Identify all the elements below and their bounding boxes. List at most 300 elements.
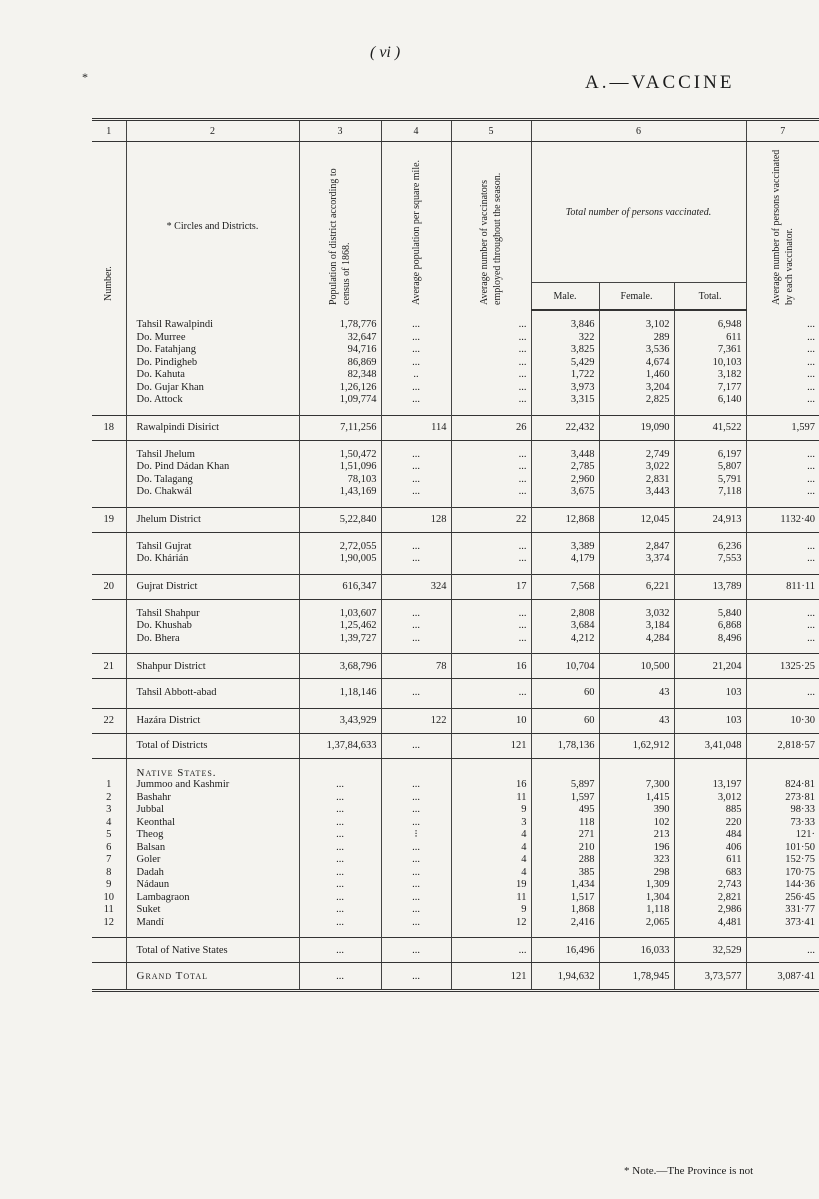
- cell-male: 2,785: [531, 461, 599, 474]
- header-circles: * Circles and Districts.: [126, 142, 299, 311]
- cell-num: [92, 733, 126, 758]
- cell-num: 5: [92, 829, 126, 842]
- cell-avg: 73·33: [790, 816, 816, 828]
- cell-female: 2,825: [599, 394, 674, 407]
- cell-total: 13,789: [674, 574, 746, 599]
- cell-male: 4,179: [531, 553, 599, 566]
- cell-dens: ...: [381, 486, 451, 499]
- cell-total: 406: [674, 842, 746, 855]
- cell-pop: ...: [299, 879, 381, 892]
- cell-total: 3,73,577: [674, 963, 746, 991]
- cell-avg: 121·: [795, 829, 816, 840]
- cell-name: Bashahr: [126, 792, 299, 805]
- table-row: [92, 817, 819, 830]
- cell-male: 10,704: [531, 654, 599, 679]
- cell-vac: 4: [451, 854, 531, 867]
- cell-male: 1,94,632: [531, 963, 599, 991]
- cell-num: 7: [92, 854, 126, 867]
- header-avg-vaccinators: Average number of vaccinators employed throughout the season.: [479, 172, 503, 305]
- cell-dens: ...: [381, 357, 451, 370]
- cell-name: Grand Total: [126, 963, 299, 991]
- cell-dens: ...: [381, 733, 451, 758]
- cell-vac: ...: [451, 687, 531, 700]
- cell-vac: 12: [451, 917, 531, 930]
- cell-avg: ...: [807, 331, 816, 343]
- cell-num: [92, 369, 126, 382]
- cell-name: Keonthal: [126, 817, 299, 830]
- cell-total: 611: [674, 332, 746, 345]
- cell-male: 4,212: [531, 633, 599, 646]
- cell-num: [92, 474, 126, 487]
- cell-male: 385: [531, 867, 599, 880]
- cell-vac: 16: [451, 779, 531, 792]
- cell-dens: ...: [381, 687, 451, 700]
- cell-dens: ⁝: [381, 829, 451, 842]
- table-row: [92, 319, 819, 332]
- table-row: [92, 633, 819, 646]
- spacer-row: [92, 599, 819, 608]
- cell-avg: ...: [807, 620, 816, 631]
- cell-avg: ...: [807, 632, 816, 644]
- cell-pop: 1,26,126: [299, 382, 381, 395]
- cell-total: 6,197: [674, 449, 746, 462]
- cell-vac: 16: [451, 654, 531, 679]
- cell-num: [92, 344, 126, 357]
- cell-female: 289: [599, 332, 674, 345]
- cell-num: [92, 608, 126, 621]
- cell-vac: 4: [451, 842, 531, 855]
- cell-dens: ...: [381, 804, 451, 817]
- cell-dens: ...: [381, 854, 451, 867]
- table-row: [92, 854, 819, 867]
- cell-female: 298: [599, 867, 674, 880]
- cell-avg: 256·45: [785, 891, 816, 903]
- cell-male: 1,722: [531, 369, 599, 382]
- cell-name: Tahsil Rawalpindi: [126, 319, 299, 332]
- cell-name: Do. Kahuta: [126, 369, 299, 382]
- cell-female: 12,045: [599, 507, 674, 532]
- table-row: [92, 842, 819, 855]
- cell-vac: 121: [451, 733, 531, 758]
- cell-pop: ...: [299, 804, 381, 817]
- cell-female: 3,374: [599, 553, 674, 566]
- cell-num: [92, 938, 126, 963]
- cell-avg: ...: [807, 381, 816, 393]
- cell-name: Tahsil Abbott-abad: [126, 687, 299, 700]
- cell-dens: ...: [381, 344, 451, 357]
- table-row: [92, 904, 819, 917]
- cell-avg: 273·81: [785, 791, 816, 803]
- cell-pop: 616,347: [299, 574, 381, 599]
- cell-avg: 2,818·57: [746, 733, 819, 758]
- cell-dens: ...: [381, 904, 451, 917]
- cell-female: 4,674: [599, 357, 674, 370]
- cell-vac: ...: [451, 620, 531, 633]
- cell-pop: 1,51,096: [299, 461, 381, 474]
- spacer-row: [92, 407, 819, 416]
- table-row: [92, 486, 819, 499]
- cell-avg: 811·11: [746, 574, 819, 599]
- cell-name: Mandí: [126, 917, 299, 930]
- header-row: [92, 142, 819, 283]
- cell-num: 8: [92, 867, 126, 880]
- cell-male: 3,973: [531, 382, 599, 395]
- cell-dens: 78: [381, 654, 451, 679]
- cell-total: 7,118: [674, 486, 746, 499]
- cell-pop: ...: [299, 817, 381, 830]
- native-states-title: Native States.: [126, 767, 299, 780]
- cell-avg: 144·36: [785, 879, 816, 890]
- table-row: [92, 394, 819, 407]
- vaccine-table: [92, 118, 819, 992]
- cell-vac: 22: [451, 507, 531, 532]
- cell-name: Do. Khushab: [126, 620, 299, 633]
- cell-num: 10: [92, 892, 126, 905]
- cell-total: 103: [674, 708, 746, 733]
- table-row: [92, 461, 819, 474]
- cell-total: 103: [674, 687, 746, 700]
- cell-male: 495: [531, 804, 599, 817]
- cell-female: 6,221: [599, 574, 674, 599]
- col-number-4: 4: [381, 120, 451, 142]
- col-number-2: 2: [126, 120, 299, 142]
- cell-dens: ...: [381, 779, 451, 792]
- header-total: Total.: [674, 283, 746, 311]
- cell-female: 3,032: [599, 608, 674, 621]
- cell-male: 5,897: [531, 779, 599, 792]
- cell-total: 13,197: [674, 779, 746, 792]
- cell-pop: 1,03,607: [299, 608, 381, 621]
- cell-avg: ...: [807, 344, 816, 355]
- cell-num: 2: [92, 792, 126, 805]
- cell-total: 683: [674, 867, 746, 880]
- cell-male: 1,597: [531, 792, 599, 805]
- header-total-vaccinated: Total number of persons vaccinated.: [531, 142, 746, 283]
- spacer-row: [92, 310, 819, 319]
- cell-total: 2,821: [674, 892, 746, 905]
- cell-male: 16,496: [531, 938, 599, 963]
- cell-female: 19,090: [599, 415, 674, 440]
- cell-pop: ...: [299, 892, 381, 905]
- table-row: [92, 382, 819, 395]
- cell-avg: ...: [807, 461, 816, 472]
- cell-vac: ...: [451, 541, 531, 554]
- cell-total: 2,743: [674, 879, 746, 892]
- cell-pop: 3,43,929: [299, 708, 381, 733]
- cell-total: 6,140: [674, 394, 746, 407]
- header-female: Female.: [599, 283, 674, 311]
- cell-dens: ...: [381, 633, 451, 646]
- cell-female: 2,847: [599, 541, 674, 554]
- cell-num: 1: [92, 779, 126, 792]
- cell-name: Lambagraon: [126, 892, 299, 905]
- cell-total: 8,496: [674, 633, 746, 646]
- cell-pop: ...: [299, 963, 381, 991]
- table-row: [92, 917, 819, 930]
- cell-name: Tahsil Shahpur: [126, 608, 299, 621]
- table-row: [92, 867, 819, 880]
- cell-male: 3,448: [531, 449, 599, 462]
- header-male: Male.: [531, 283, 599, 311]
- cell-avg: 373·41: [785, 916, 816, 928]
- cell-name: Do. Bhera: [126, 633, 299, 646]
- page-heading: A.—VACCINE: [585, 72, 735, 93]
- cell-dens: ...: [381, 332, 451, 345]
- cell-dens: ...: [381, 892, 451, 905]
- cell-name: Do. Khárián: [126, 553, 299, 566]
- cell-female: 1,460: [599, 369, 674, 382]
- cell-avg: 1325·25: [746, 654, 819, 679]
- cell-pop: ...: [299, 867, 381, 880]
- cell-dens: ...: [381, 541, 451, 554]
- cell-female: 3,536: [599, 344, 674, 357]
- cell-name: Suket: [126, 904, 299, 917]
- cell-male: 3,389: [531, 541, 599, 554]
- cell-male: 5,429: [531, 357, 599, 370]
- cell-name: Goler: [126, 854, 299, 867]
- cell-pop: 3,68,796: [299, 654, 381, 679]
- cell-male: 60: [531, 708, 599, 733]
- cell-name: Do. Attock: [126, 394, 299, 407]
- cell-num: 9: [92, 879, 126, 892]
- cell-name: Theog: [126, 829, 299, 842]
- cell-avg: ...: [807, 369, 816, 380]
- cell-female: 3,022: [599, 461, 674, 474]
- cell-vac: ...: [451, 382, 531, 395]
- cell-num: [92, 633, 126, 646]
- cell-pop: 1,09,774: [299, 394, 381, 407]
- cell-num: [92, 963, 126, 991]
- cell-total: 3,182: [674, 369, 746, 382]
- cell-num: [92, 332, 126, 345]
- cell-name: Shahpur District: [126, 654, 299, 679]
- native-states-total-row: [92, 938, 819, 963]
- table-row: [92, 804, 819, 817]
- cell-avg: 1,597: [746, 415, 819, 440]
- table-row: [92, 620, 819, 633]
- cell-avg: ...: [807, 553, 816, 564]
- cell-female: 196: [599, 842, 674, 855]
- table-row: [92, 879, 819, 892]
- cell-dens: ...: [381, 963, 451, 991]
- cell-vac: ...: [451, 461, 531, 474]
- spacer-row: [92, 532, 819, 541]
- cell-dens: ...: [381, 879, 451, 892]
- cell-total: 6,868: [674, 620, 746, 633]
- cell-name: Do. Murree: [126, 332, 299, 345]
- cell-avg: 10·30: [746, 708, 819, 733]
- col-number-5: 5: [451, 120, 531, 142]
- cell-vac: 19: [451, 879, 531, 892]
- cell-pop: 1,39,727: [299, 633, 381, 646]
- cell-dens: ...: [381, 608, 451, 621]
- cell-vac: ...: [451, 449, 531, 462]
- cell-avg: ...: [807, 394, 816, 405]
- cell-dens: ...: [381, 319, 451, 332]
- cell-avg: ...: [807, 356, 816, 368]
- cell-vac: ...: [451, 394, 531, 407]
- cell-pop: 1,25,462: [299, 620, 381, 633]
- total-of-districts-row: [92, 733, 819, 758]
- cell-avg: ...: [807, 473, 816, 485]
- cell-male: 2,808: [531, 608, 599, 621]
- cell-name: Balsan: [126, 842, 299, 855]
- cell-male: 288: [531, 854, 599, 867]
- cell-total: 5,807: [674, 461, 746, 474]
- star-mark: *: [82, 70, 88, 84]
- cell-dens: ...: [381, 867, 451, 880]
- cell-pop: ...: [299, 904, 381, 917]
- header-number: Number.: [103, 266, 115, 301]
- cell-total: 24,913: [674, 507, 746, 532]
- cell-total: 4,481: [674, 917, 746, 930]
- cell-vac: 26: [451, 415, 531, 440]
- cell-name: Do. Fatahjang: [126, 344, 299, 357]
- cell-female: 1,62,912: [599, 733, 674, 758]
- cell-avg: 101·50: [785, 841, 816, 853]
- cell-total: 10,103: [674, 357, 746, 370]
- cell-male: 3,675: [531, 486, 599, 499]
- cell-name: Total of Native States: [126, 938, 299, 963]
- cell-male: 118: [531, 817, 599, 830]
- cell-num: 4: [92, 817, 126, 830]
- header-avg-population: Average population per square mile.: [410, 159, 422, 305]
- district-total-row: [92, 574, 819, 599]
- cell-female: 2,749: [599, 449, 674, 462]
- district-total-row: [92, 708, 819, 733]
- cell-total: 6,236: [674, 541, 746, 554]
- cell-vac: 3: [451, 817, 531, 830]
- cell-name: Tahsil Jhelum: [126, 449, 299, 462]
- cell-pop: 94,716: [299, 344, 381, 357]
- cell-male: 3,825: [531, 344, 599, 357]
- cell-dens: ...: [381, 792, 451, 805]
- cell-dens: ...: [381, 449, 451, 462]
- cell-female: 213: [599, 829, 674, 842]
- cell-male: 7,568: [531, 574, 599, 599]
- cell-num: 20: [92, 574, 126, 599]
- cell-female: 43: [599, 687, 674, 700]
- cell-pop: 1,50,472: [299, 449, 381, 462]
- table-row: [92, 553, 819, 566]
- district-total-row: [92, 507, 819, 532]
- cell-female: 102: [599, 817, 674, 830]
- cell-avg: ...: [807, 448, 816, 460]
- cell-male: 1,78,136: [531, 733, 599, 758]
- cell-vac: ...: [451, 486, 531, 499]
- cell-pop: 82,348: [299, 369, 381, 382]
- cell-name: Do. Talagang: [126, 474, 299, 487]
- cell-male: 322: [531, 332, 599, 345]
- cell-num: 19: [92, 507, 126, 532]
- col-number-1: 1: [92, 120, 126, 142]
- cell-name: Jhelum District: [126, 507, 299, 532]
- district-total-row: [92, 415, 819, 440]
- cell-num: [92, 461, 126, 474]
- table-row: [92, 344, 819, 357]
- cell-pop: 1,43,169: [299, 486, 381, 499]
- cell-pop: 78,103: [299, 474, 381, 487]
- native-states-title-row: [92, 767, 819, 780]
- cell-pop: 86,869: [299, 357, 381, 370]
- cell-vac: ...: [451, 474, 531, 487]
- cell-total: 611: [674, 854, 746, 867]
- cell-pop: 1,78,776: [299, 319, 381, 332]
- cell-num: 11: [92, 904, 126, 917]
- table-row: [92, 779, 819, 792]
- cell-dens: 114: [381, 415, 451, 440]
- cell-dens: ...: [381, 382, 451, 395]
- cell-num: 12: [92, 917, 126, 930]
- cell-avg: ...: [807, 319, 816, 330]
- cell-avg: ...: [807, 607, 816, 619]
- cell-vac: 4: [451, 867, 531, 880]
- cell-avg: 1132·40: [746, 507, 819, 532]
- cell-total: 3,41,048: [674, 733, 746, 758]
- col-number-7: 7: [746, 120, 819, 142]
- cell-female: 3,443: [599, 486, 674, 499]
- cell-female: 3,184: [599, 620, 674, 633]
- cell-female: 323: [599, 854, 674, 867]
- district-total-row: [92, 654, 819, 679]
- cell-female: 1,78,945: [599, 963, 674, 991]
- cell-female: 1,118: [599, 904, 674, 917]
- cell-dens: ...: [381, 917, 451, 930]
- cell-pop: 32,647: [299, 332, 381, 345]
- cell-male: 12,868: [531, 507, 599, 532]
- cell-vac: ...: [451, 608, 531, 621]
- cell-vac: 10: [451, 708, 531, 733]
- table-row: [92, 829, 819, 842]
- cell-name: Do. Chakwál: [126, 486, 299, 499]
- cell-avg: ...: [807, 687, 816, 698]
- table-row: [92, 541, 819, 554]
- cell-dens: ...: [381, 474, 451, 487]
- cell-total: 3,012: [674, 792, 746, 805]
- cell-num: [92, 394, 126, 407]
- cell-name: Gujrat District: [126, 574, 299, 599]
- cell-pop: 1,18,146: [299, 687, 381, 700]
- cell-male: 3,684: [531, 620, 599, 633]
- cell-dens: 128: [381, 507, 451, 532]
- col-number-3: 3: [299, 120, 381, 142]
- cell-vac: 9: [451, 904, 531, 917]
- cell-vac: ...: [451, 553, 531, 566]
- cell-female: 43: [599, 708, 674, 733]
- cell-female: 390: [599, 804, 674, 817]
- spacer-row: [92, 929, 819, 938]
- cell-male: 3,846: [531, 319, 599, 332]
- cell-name: Jubbal: [126, 804, 299, 817]
- cell-pop: 7,11,256: [299, 415, 381, 440]
- cell-pop: ...: [299, 829, 381, 842]
- cell-avg: 824·81: [785, 779, 816, 790]
- cell-num: 18: [92, 415, 126, 440]
- table-row: [92, 474, 819, 487]
- cell-male: 22,432: [531, 415, 599, 440]
- table-row: [92, 892, 819, 905]
- cell-male: 271: [531, 829, 599, 842]
- cell-total: 6,948: [674, 319, 746, 332]
- cell-dens: ...: [381, 938, 451, 963]
- cell-total: 5,791: [674, 474, 746, 487]
- cell-pop: ...: [299, 779, 381, 792]
- cell-num: [92, 687, 126, 700]
- cell-vac: 11: [451, 892, 531, 905]
- cell-pop: ...: [299, 917, 381, 930]
- cell-dens: 122: [381, 708, 451, 733]
- cell-male: 60: [531, 687, 599, 700]
